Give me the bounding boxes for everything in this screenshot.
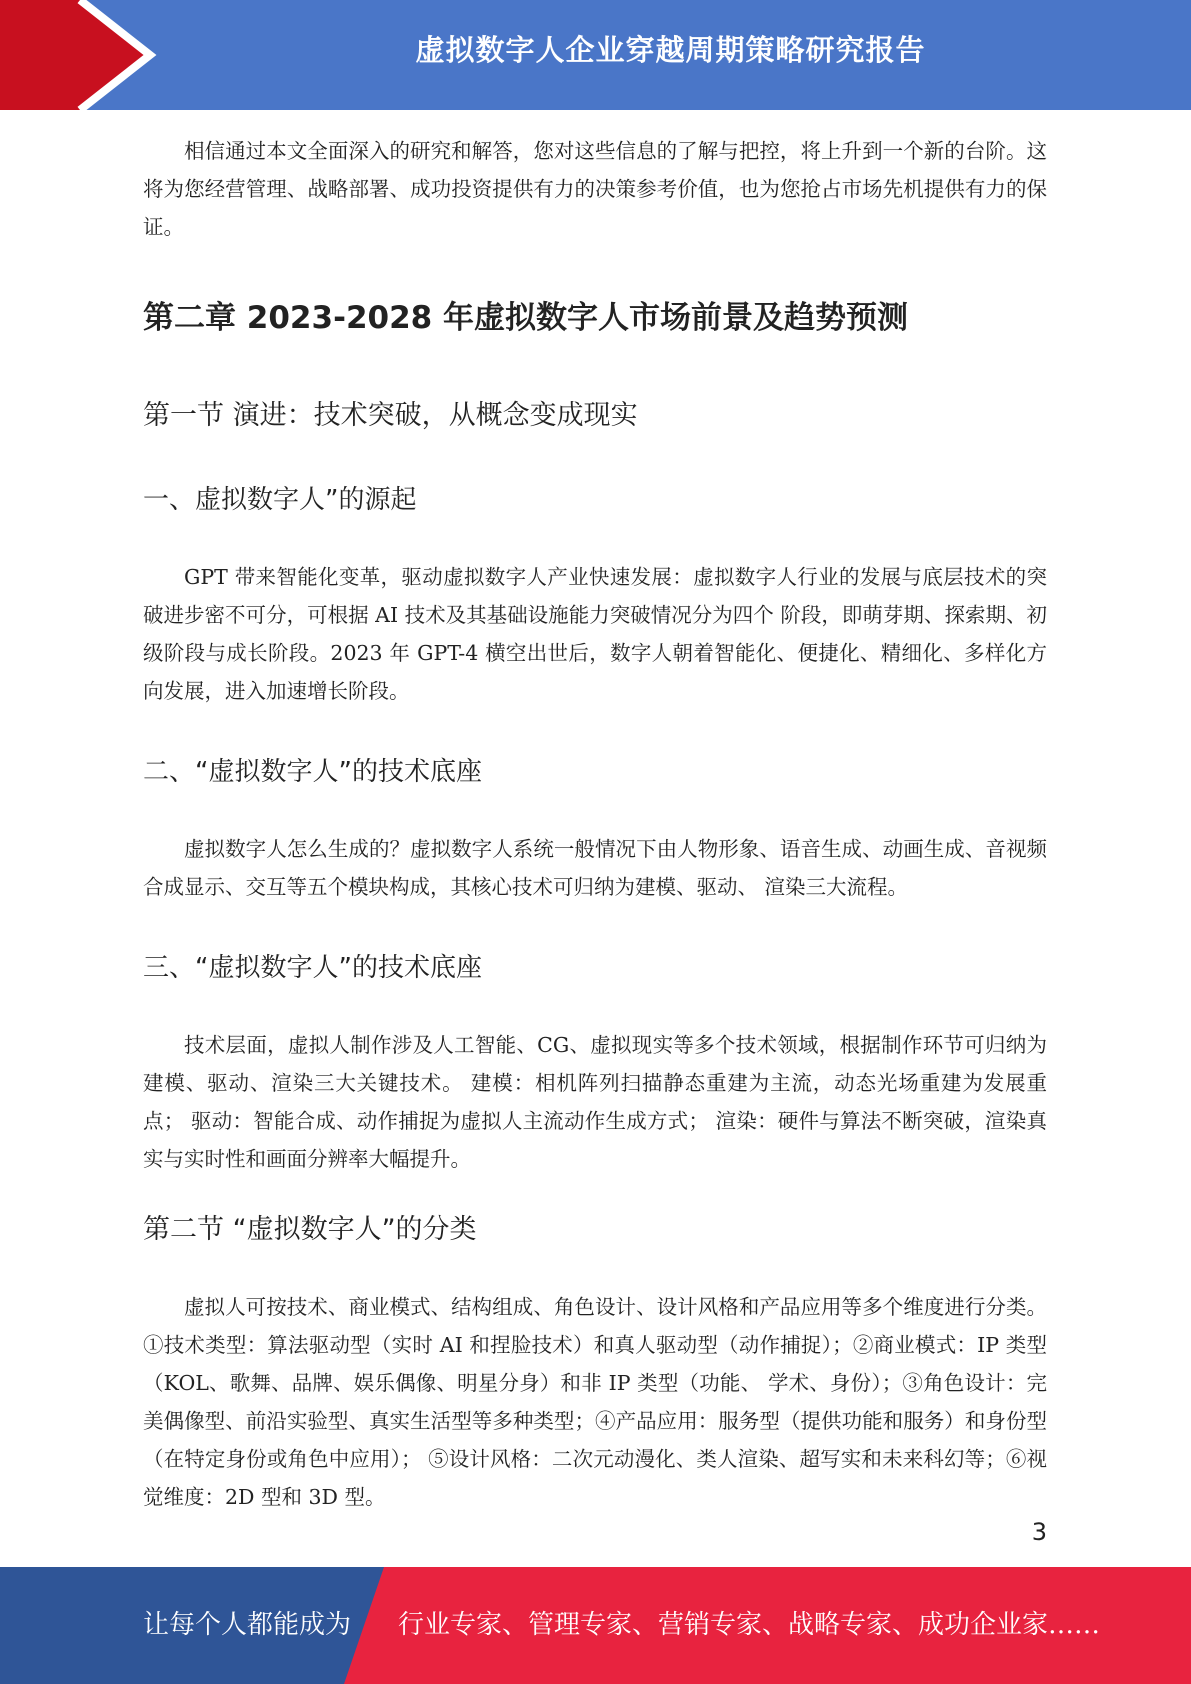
subsection-2-text: 虚拟数字人怎么生成的？虚拟数字人系统一般情况下由人物形象、语音生成、动画生成、音视频合成显示、交互等五个模块构成，其核心技术可归纳为建模、驱动、 渲染三大流程。 <box>143 837 1047 899</box>
subsection-1-text: GPT 带来智能化变革，驱动虚拟数字人产业快速发展：虚拟数字人行业的发展与底层技术的突破进步密不可分，可根据 AI 技术及其基础设施能力突破情况分为四个 阶段，即萌芽期、探索期、初级阶段与成长阶段。2023 年 GPT-4 横空出世后，数字人朝着智能化、便捷化、精细化、多样化方向发展，进入加速增长阶段。 <box>143 565 1047 703</box>
subsection-1-title: 一、虚拟数字人”的源起 <box>143 485 417 515</box>
intro-paragraph: 相信通过本文全面深入的研究和解答，您对这些信息的了解与把控，将上升到一个新的台阶。这将为您经营管理、战略部署、成功投资提供有力的决策参考价值，也为您抢占市场先机提供有力的保证。 <box>143 139 1047 239</box>
subsection-3-text: 技术层面，虚拟人制作涉及人工智能、CG、虚拟现实等多个技术领域，根据制作环节可归纳为建模、驱动、渲染三大关键技术。 建模：相机阵列扫描静态重建为主流，动态光场重建为发展重点； 驱动：智能合成、动作捕捉为虚拟人主流动作生成方式； 渲染：硬件与算法不断突破，渲染真实与实时性和画面分辨率大幅提升。 <box>143 1033 1047 1171</box>
report-title: 虚拟数字人企业穿越周期策略研究报告 <box>415 33 926 67</box>
section-2-title: 第二节 “虚拟数字人”的分类 <box>143 1214 477 1245</box>
document-body <box>143 132 1047 1516</box>
chapter-title: 第二章 2023-2028 年虚拟数字人市场前景及趋势预测 <box>143 300 909 336</box>
subsection-2-title: 二、“虚拟数字人”的技术底座 <box>143 757 482 787</box>
page-number: 3 <box>1031 1518 1047 1546</box>
footer-slogan-right: 行业专家、管理专家、营销专家、战略专家、成功企业家…… <box>398 1610 1101 1640</box>
section-2-text: 虚拟人可按技术、商业模式、结构组成、角色设计、设计风格和产品应用等多个维度进行分类。 ①技术类型：算法驱动型（实时 AI 和捏脸技术）和真人驱动型（动作捕捉）；②商业模式：IP 类型（KOL、歌舞、品牌、娱乐偶像、明星分身）和非 IP 类型（功能、 学术、身份）；③角色设计：完美偶像型、前沿实验型、真实生活型等多种类型；④产品应用：服务型（提供功能和服务）和身份型（在特定身份或角色中应用）； ⑤设计风格：二次元动漫化、类人渲染、超写实和未来科幻等；⑥视觉维度：2D 型和 3D 型。 <box>143 1295 1047 1509</box>
section-1-title: 第一节 演进：技术突破，从概念变成现实 <box>143 400 638 431</box>
header-banner <box>0 0 1191 110</box>
subsection-3-title: 三、“虚拟数字人”的技术底座 <box>143 953 482 983</box>
header-arrow-icon <box>0 0 160 110</box>
footer-slogan-left: 让每个人都能成为 <box>143 1610 352 1640</box>
footer-banner <box>0 1567 1191 1684</box>
